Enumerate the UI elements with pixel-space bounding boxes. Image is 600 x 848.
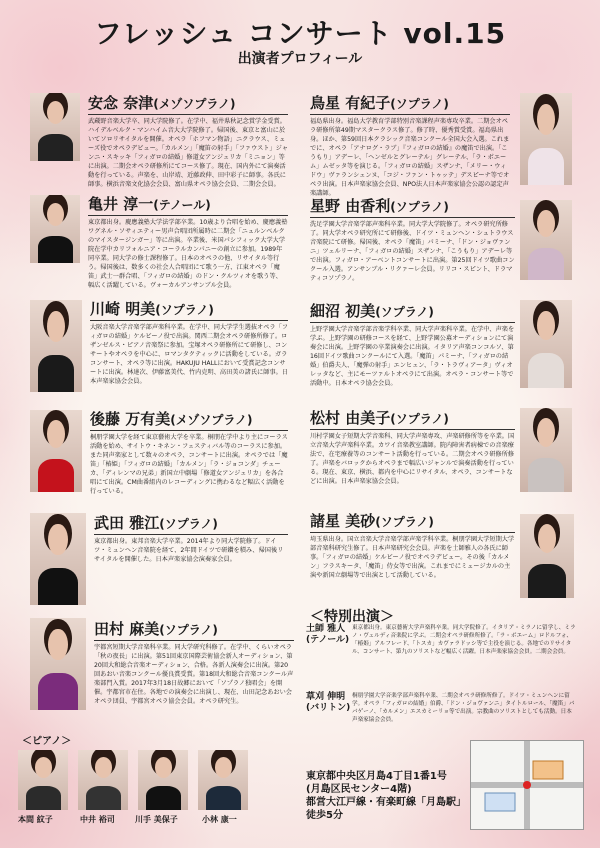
pianist-photo <box>78 750 128 810</box>
performer-bio: 洗足学園大学音楽学部声楽科卒業。同大学大学院修了。オペラ研究所修了。同大学オペラ研究所にて研修後、ドイツ・ミュンヘン・シュトラウス音楽院にて研修。帰国後、オペラ「魔笛」パミーナ、「ドン・ジョヴァンニ」ツェルリーナ、「フィガロの結婚」スザンナ、「こうもり」アデーレ等で出演。フィガロ・アーベントコンサートに出演。第25回ドイツ歌曲コンクール入選。アンサンブル・リクァーレ会員。リリコ・スピント、ドラマティコソプラノ。 <box>310 221 515 282</box>
performer-bio: 宇都宮短期大学音楽科卒業。同大学研究科修了。在学中、くらいオペラ「秋の夜長」に出演。第51回東京国際芸術協会新人オーディション、第20回大和総合音楽オーディション、合格。各新人演奏会に出演。第20回あおい音楽コンクール優良賞受賞。第18回大和総合音楽コンクール声楽部門入賞。2017年3月18日故郷において「ソプラノ独唱会」を開催。宇都宮市在住。各地での演奏会に出演し、現在、山田記念あおい会オペラ団員、宇都宮オペラ協会会員。オペラ研究生。 <box>94 644 294 705</box>
performer-photo <box>520 300 572 388</box>
pianist-name: 中井 裕司 <box>80 815 115 824</box>
performer-name: 後藤 万有美(メゾソプラノ) <box>90 408 288 431</box>
performer-bio: 東京都出身。慶應義塾大学法学部卒業。10歳より合唱を始め、慶應義塾ワグネル・ソサィエティー男声合唱団所属時に二期会「ニュルンベルクのマイスタージンガー」等に出演。卒業後、米国パシフィック大学大学院在学中カリフォルニア・コーラルカンパニーの創立に参加。1989年同卒業。同大学の修士課程修了。日本のオペラの他、リサイタル等行う。帰国後は、数多くの社会人合唱団にて歌う一方、江東オペラ「魔笛」武士一群合唱、「フィガロの結婚」のドン・クルツィオを歌う等、幅広く活躍している。ヴォーカルアンサンブル会員。 <box>88 219 288 289</box>
performer-photo <box>30 93 80 161</box>
guest-card <box>306 624 576 656</box>
pianist-photo <box>18 750 68 810</box>
performer-card <box>310 300 515 388</box>
performer-card <box>94 512 288 564</box>
venue-address: 東京都中央区月島4丁目1番1号 (月島区民センター4階) 都営大江戸線・有楽町線「月島駅」 徒歩5分 <box>306 771 466 821</box>
performer-card <box>88 92 288 189</box>
performer-name: 川崎 明美(ソプラノ) <box>90 298 288 321</box>
performer-name: 松村 由美子(ソプラノ) <box>310 407 515 430</box>
performer-name: 鳥星 有紀子(ソプラノ) <box>310 92 510 115</box>
performer-photo <box>520 200 572 280</box>
performer-name: 安念 奈津(メゾソプラノ) <box>88 92 288 115</box>
guest-bio: 東京都出身。東京藝術大学声楽科卒業。同大学院修了。イタリア・ミラノに留学し、ミラノ・ヴェルディ音楽院に学ぶ。二期会オペラ研修所修了。「ラ・ボエーム」ロドルフォ、「椿姫」アルフレード、「トスカ」カヴァラドッシ等で主役を演じる。各地でのリサイタル、コンサート、第九のソリストなど幅広く活躍。日本声楽家協会会員。二期会会員。 <box>352 625 576 655</box>
page-title: フレッシュ コンサート vol.15 <box>93 17 507 50</box>
performer-card <box>94 618 294 706</box>
guest-part: (テノール) <box>306 635 350 645</box>
guest-name: 土師 雅人 <box>306 624 346 634</box>
venue-map <box>470 740 584 830</box>
pianist-photo <box>198 750 248 810</box>
performer-card <box>310 92 510 198</box>
performer-photo <box>30 195 80 263</box>
performer-photo <box>30 410 82 492</box>
piano-heading: ＜ピアノ＞ <box>22 736 72 747</box>
guest-bio: 桐朋学園大学音楽学部声楽科卒業、二期会オペラ研修所修了。ドイツ・ミュンヘンに留学。オペラ「フィガロの結婚」伯爵、「ドン・ジョヴァンニ」タイトルロール、「魔笛」パパゲーノ、「カルメン」エスカミーリョ等で出演。宗教曲のソリストとしても活動。日本声楽家協会会員。 <box>352 693 575 723</box>
performer-bio: 福島県出身。福島大学教育学部特別音楽課程声楽専攻卒業。二期会オペラ研修所第49期マスタークラス修了。修了時、優秀賞受賞。福島県出身。ほか、第59回日本クラシック音楽コンクール全国大会入選。これまでに、オペラ「アナログ・ラブ」『フィガロの結婚』の魔笛で出演。「こうもり」アデーレ、「ヘンゼルとグレーテル」グレーテル、「ラ・ボエーム」ムゼッタ等を演じる。「フィガロの結婚」スザンナ、「メリー・ウィドウ」ヴァランシェンヌ、「コジ・ファン・トゥッテ」デスピーナ等でオペラ出演。日本声楽家協会会員、NPO法人日本声楽家協会公認の認定声楽講師。 <box>310 118 510 197</box>
performer-photo <box>30 300 82 392</box>
pianist-name: 小林 康一 <box>202 815 237 824</box>
performer-card <box>88 193 288 290</box>
performer-card <box>90 298 288 386</box>
performer-name: 細沼 初美(ソプラノ) <box>310 300 515 323</box>
performer-bio: 上野学園大学音楽学部音楽学科卒業、同大学声楽科卒業。在学中、声楽を学ぶ。上野学園の研修コースを経て、上野学園公募オーディションにて演奏会に出演。上野学園の卒業演奏会に出演。イタリア声楽コンコルソ、第16回ドイツ歌曲コンクールにて入選。「魔笛」パミーナ、「フィガロの結婚」伯爵夫人、「魔弾の射手」エンヒェン、「ラ・トラヴィアータ」ヴィオレッタなど、主にモーツァルトオペラにて出演。オペラ・コンサート等で活動中。日本オペラ協会会員。 <box>310 326 515 387</box>
performer-bio: 東京都出身。東邦音楽大学卒業。2014年より同大学院修了。ドイツ・ミュンヘン音楽院を経て、2年間ドイツで研鑽を積み、帰国後リサイタルを開催した。日本声楽家協会演奏家会員。 <box>94 538 284 563</box>
pianist-name: 本間 紋子 <box>18 815 53 824</box>
performer-name: 諸星 美砂(ソプラノ) <box>310 510 515 533</box>
performer-bio: 大阪音楽大学音楽学部声楽科卒業。在学中、同大学学生選抜オペラ「フィガロの結婚」ケルビーノ役で出演。関西二期会オペラ研修所修了。ロザンゼルス・ピアノ音楽祭に参加。宝塚オペラ研修所にて研修し、コンサートやオペラを中心に、ロマンタクティックに活動をしている。ガラコンサート、オペラ等に出演。HAKUJU HALLにおいて受賞記念コンサートに出演。林達次、伊藤富美代、竹内克明、高田美の諸氏に師事。日本声楽家協会会員。 <box>90 324 288 385</box>
guest-part: (バリトン) <box>306 703 351 713</box>
performer-card <box>90 408 288 496</box>
performer-card <box>310 195 515 283</box>
page-subtitle: 出演者プロフィール <box>237 51 363 67</box>
performer-photo <box>30 618 86 710</box>
performer-photo <box>520 514 574 598</box>
performer-bio: 埼玉県出身。国立音楽大学音楽学部声楽学科卒業。桐朋学園大学短期大学部音楽科研究生修了。日本声楽研究会会員。声楽を土師雅人の各氏に師事。「フィガロの結婚」ケルビーノ役でオペラデビュー。その後「カルメン」フラスキータ、「魔笛」侍女等で出演。これまでにミュージカルの主演や新国立劇場等で出演として活動している。 <box>310 536 515 579</box>
performer-bio: 桐朋学園大学を経て東京藝術大学を卒業。桐朋在学中より主にコーラス活動を始め、サイトウ・キネン・フェスティバル等のコーラスに参加。また同声楽家として数々のオペラ、コンサートに出演。オペラでは「魔笛」「椿姫」「フィガロの結婚」「カルメン」「ラ・ジョコンダ」チェーカ、「ディレンマの兄弟」新国立中劇場「修道女アンジェリカ」を各合唱にて出演。CM曲番組内のレコーディングに携わるなど幅広く活動を行っている。 <box>90 434 288 495</box>
performer-name: 星野 由香利(ソプラノ) <box>310 195 515 218</box>
performer-bio: 川村学園女子短期大学音楽科、同大学声楽専攻、声楽研修所等を卒業。国立音楽大学声楽科卒業。カワイ音楽教室講師。院内障害者病棟での音楽療法で、在宅療養等のコンサート活動を行っている。二期会オペラ研修所修了。声楽をバロックからオペラまで幅広いジャンルで演奏活動を行っている。現在、東京、横浜、都内を中心にリサイタル、オペラ、コンサートなどに出演。日本声楽家協会会員。 <box>310 433 515 485</box>
performer-photo <box>30 513 86 605</box>
performer-name: 武田 雅江(ソプラノ) <box>94 512 288 535</box>
performer-photo <box>520 93 572 185</box>
performer-card <box>310 407 515 486</box>
guest-name: 草刈 伸明 <box>306 692 346 702</box>
pianist-name: 川手 美保子 <box>135 815 178 824</box>
performer-bio: 武蔵野音楽大学卒、同大学院修了。在学中、福井県秋記念賞学金受賞。ハイデルベルク・マンハイム音大大学院修了。帰国後、東京と富山に於いてソロリサイタルを開催。オペラ「ホフマン物語」ニクラウス、ミューズ役でオペラデビュー。「カルメン」「魔笛の射手」「ファウスト」ジャンニ・スキッキ「フィガロの結婚」修道女アンジェリカ「ミニョン」等に出演。二期会オペラ研修所にてコース修了。現在、国内外にて演奏活動を行っている。声楽を、山岸靖、近藤政伸、田中彩子に師事。各氏に師事。横浜音楽文化協会会員、富山県オペラ協会会員、二期会会員。 <box>88 118 288 188</box>
guest-card <box>306 692 576 724</box>
performer-name: 亀井 淳一(テノール) <box>88 193 288 216</box>
performer-name: 田村 麻美(ソプラノ) <box>94 618 294 641</box>
pianist-photo <box>138 750 188 810</box>
performer-card <box>310 510 515 580</box>
performer-photo <box>520 408 572 492</box>
special-heading: ＜特別出演＞ <box>310 609 394 625</box>
